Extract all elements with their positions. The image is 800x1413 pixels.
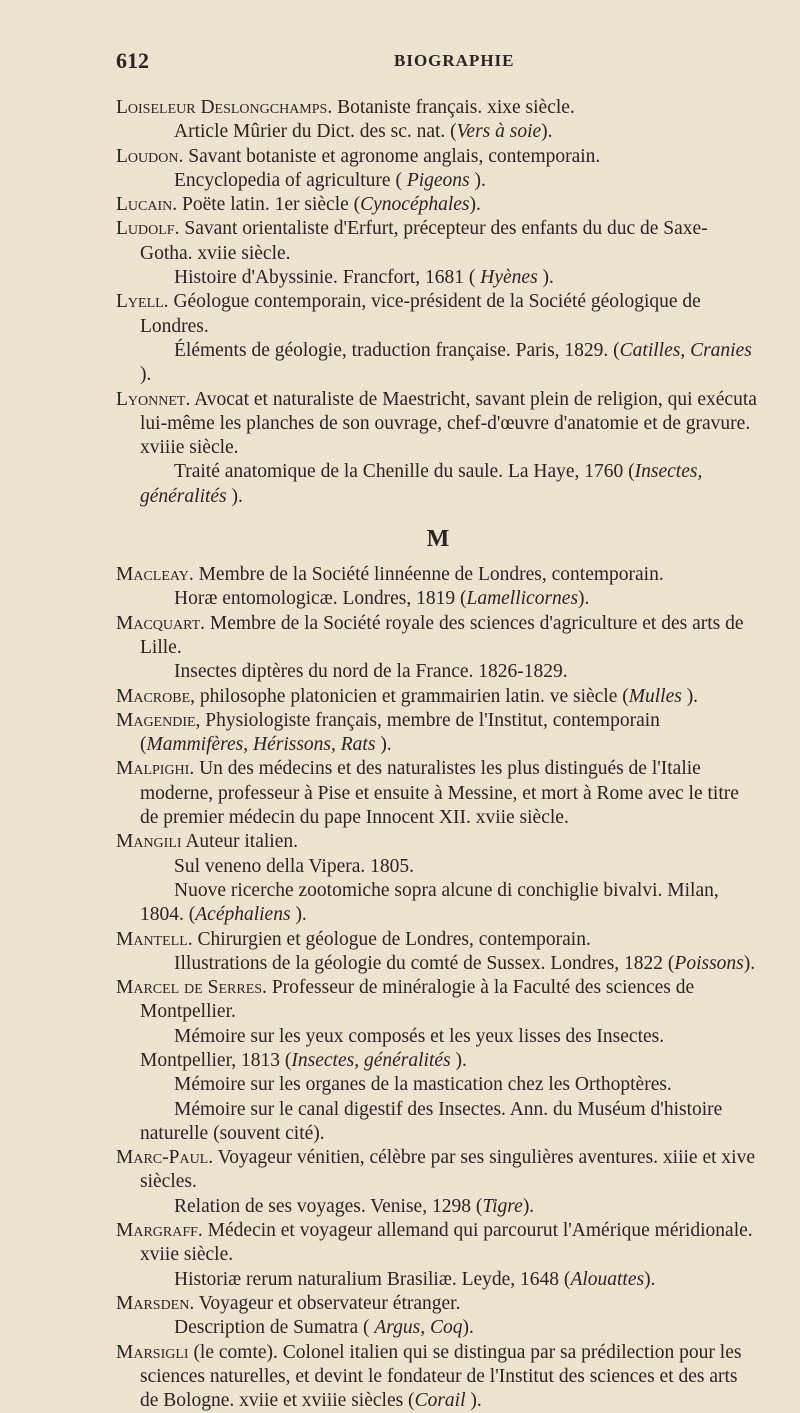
work-end: ). [290, 904, 307, 926]
work-subject-tag: Argus, Coq [374, 1317, 463, 1339]
work-title: Relation de ses voyages. Venise, 1298 ( [174, 1195, 483, 1217]
biography-entry [116, 217, 760, 266]
work-title: Histoire d'Abyssinie. Francfort, 1681 ( [174, 267, 481, 289]
work-reference [116, 1195, 760, 1219]
entry-name: Marsigli [116, 1341, 189, 1363]
work-reference [116, 587, 760, 611]
work-title: Encyclopedia of agriculture ( [174, 169, 407, 191]
biography-entry [116, 290, 760, 339]
section-letter: M [426, 526, 450, 553]
entry-name: Margraff. [116, 1220, 203, 1242]
entry-name: Macrobe, [116, 685, 195, 707]
entry-description-end: ). [465, 1390, 482, 1412]
work-end: ). [226, 485, 243, 507]
work-end: ). [450, 1049, 467, 1071]
work-subject-tag: Poissons [674, 952, 744, 974]
biography-entry [116, 612, 760, 661]
entry-name: Mangili [116, 831, 182, 853]
entry-name: Lyell. [116, 291, 169, 313]
biography-entry [116, 1219, 760, 1268]
work-end: ). [522, 1195, 535, 1217]
entry-name: Ludolf. [116, 218, 180, 240]
biography-entry [116, 193, 760, 217]
work-reference [116, 169, 760, 193]
entry-description: Savant botaniste et agronome anglais, contemporain. [183, 145, 601, 167]
work-subject-tag: Insectes, généralités [140, 461, 703, 507]
work-subject-tag: Insectes, généralités [291, 1049, 451, 1071]
biography-entry [116, 1146, 760, 1195]
entry-name: Marcel de Serres. [116, 977, 267, 999]
entry-name: Malpighi. [116, 758, 195, 780]
work-title: Nuove ricerche zootomiche sopra alcune di conchiglie bivalvi. Milan, 1804. ( [140, 879, 719, 926]
biography-content [116, 96, 760, 1413]
entry-description: Avocat et naturaliste de Maestricht, savant plein de religion, qui exécuta lui-même les planches de son ouvrage, chef-d'œuvre d'anatomie et de gravure. xviiie siècle. [140, 388, 757, 459]
work-subject-tag: Vers à soie [456, 121, 542, 143]
biography-entry [116, 928, 760, 952]
entry-description: Physiologiste français, membre de l'Institut, contemporain ( [140, 709, 660, 756]
work-title: Historiæ rerum naturalium Brasiliæ. Leyde, 1648 ( [174, 1268, 571, 1290]
work-title: Horæ entomologicæ. Londres, 1819 ( [174, 588, 467, 610]
biography-entry [116, 830, 760, 854]
entry-description-end: ). [375, 734, 392, 756]
work-subject-tag: Acéphaliens [195, 904, 291, 926]
biography-entry [116, 145, 760, 169]
entry-description: Voyageur vénitien, célèbre par ses singulières aventures. xiiie et xive siècles. [140, 1147, 755, 1193]
work-title: Mémoire sur le canal digestif des Insectes. Ann. du Muséum d'histoire naturelle (souvent cité). [140, 1098, 723, 1144]
work-reference [116, 1268, 760, 1292]
entry-name: Macleay. [116, 564, 194, 586]
work-subject-tag: Alouattes [570, 1268, 645, 1290]
entries-l-section [116, 96, 760, 509]
entry-description: Membre de la Société royale des sciences d'agriculture et des arts de Lille. [140, 612, 744, 658]
work-end: ). [541, 121, 553, 143]
entry-description: Médecin et voyageur allemand qui parcourut l'Amérique méridionale. xviie siècle. [140, 1220, 753, 1266]
entry-description: Botaniste français. xixe siècle. [332, 97, 575, 118]
work-title: Éléments de géologie, traduction française. Paris, 1829. ( [174, 339, 620, 361]
biography-entry [116, 563, 760, 587]
entry-name: Marsden. [116, 1292, 195, 1314]
work-reference [116, 660, 760, 684]
work-subject-tag: Tigre [482, 1195, 523, 1217]
entry-description: Savant orientaliste d'Erfurt, précepteur des enfants du duc de Saxe-Gotha. xviie siècle. [140, 218, 708, 264]
work-end: ). [644, 1268, 656, 1290]
biography-entry [116, 757, 760, 830]
entry-subject-tag: Mammifères, Hérissons, Rats [146, 734, 376, 756]
entry-name: Loudon. [116, 145, 184, 167]
entry-name: Lucain. [116, 194, 178, 216]
work-subject-tag: Pigeons [406, 169, 470, 191]
entry-description: Géologue contemporain, vice-président de la Société géologique de Londres. [140, 291, 701, 337]
entry-description: (le comte). Colonel italien qui se distingua par sa prédilection pour les sciences naturelles, et devint le fondateur de l'Institut des sciences et des arts de Bologne. xviie et xviiie siècles ( [140, 1341, 742, 1412]
biography-entry [116, 388, 760, 461]
entry-description: philosophe platonicien et grammairien latin. ve siècle ( [195, 685, 629, 707]
entry-name: Loiseleur Deslongchamps. [116, 97, 333, 118]
work-end: ). [743, 952, 756, 974]
work-reference [116, 1098, 760, 1147]
work-title: Article Mûrier du Dict. des sc. nat. ( [174, 121, 457, 143]
work-end: ). [469, 169, 486, 191]
work-reference [116, 1025, 760, 1074]
entry-description: Professeur de minéralogie à la Faculté des sciences de Montpellier. [140, 977, 695, 1023]
work-reference [116, 460, 760, 509]
work-reference [116, 952, 760, 976]
work-title: Mémoire sur les organes de la mastication chez les Orthoptères. [174, 1074, 672, 1096]
page-header [116, 48, 760, 74]
work-reference [116, 1073, 760, 1097]
entry-subject-tag: Cynocéphales [360, 194, 470, 216]
work-end: ). [578, 588, 590, 610]
biography-entry [116, 976, 760, 1025]
work-end: ). [537, 267, 554, 289]
work-end: ). [140, 364, 152, 386]
entry-description: Voyageur et observateur étranger. [194, 1292, 461, 1314]
work-reference [116, 1316, 760, 1340]
entry-subject-tag: Mulles [628, 685, 682, 707]
work-title: Illustrations de la géologie du comté de Sussex. Londres, 1822 ( [174, 952, 675, 974]
work-reference [116, 120, 760, 144]
entry-name: Marc-Paul. [116, 1147, 214, 1169]
entries-m-section [116, 563, 760, 1413]
work-title: Description de Sumatra ( [174, 1317, 375, 1339]
work-reference [116, 266, 760, 290]
biography-entry [116, 685, 760, 709]
work-subject-tag: Hyènes [480, 267, 538, 289]
biography-entry [116, 1341, 760, 1413]
entry-description-end: ). [469, 194, 481, 216]
entry-description: Chirurgien et géologue de Londres, contemporain. [192, 928, 591, 950]
work-subject-tag: Catilles, Cranies [619, 339, 752, 361]
work-reference [116, 879, 760, 928]
running-head: BIOGRAPHIE [394, 51, 515, 70]
work-reference [116, 339, 760, 388]
entry-description: Poëte latin. 1er siècle ( [177, 194, 361, 216]
work-end: ). [462, 1317, 474, 1339]
work-reference [116, 855, 760, 879]
work-title: Traité anatomique de la Chenille du saule. La Haye, 1760 ( [174, 461, 635, 483]
biography-entry [116, 1292, 760, 1316]
biography-entry [116, 96, 760, 120]
work-title: Sul veneno della Vipera. 1805. [174, 855, 414, 877]
entry-description: Membre de la Société linnéenne de Londres, contemporain. [193, 564, 664, 586]
page-number: 612 [116, 48, 149, 73]
entry-description: Auteur italien. [181, 831, 298, 853]
entry-name: Lyonnet. [116, 388, 191, 410]
work-subject-tag: Lamellicornes [466, 588, 579, 610]
work-title: Mémoire sur les yeux composés et les yeux lisses des Insectes. Montpellier, 1813 ( [140, 1025, 665, 1071]
entry-name: Magendie, [116, 709, 201, 731]
entry-name: Macquart. [116, 612, 206, 634]
entry-name: Mantell. [116, 928, 193, 950]
entry-description-end: ). [681, 685, 699, 707]
entry-description: Un des médecins et des naturalistes les plus distingués de l'Italie moderne, professeur à Pise et ensuite à Messine, et mort à Rome avec le titre de premier médecin du pape Innocent XII. xviie siècle. [140, 758, 739, 829]
biography-entry [116, 709, 760, 758]
entry-subject-tag: Corail [414, 1390, 466, 1412]
work-title: Insectes diptères du nord de la France. 1826-1829. [174, 661, 568, 683]
